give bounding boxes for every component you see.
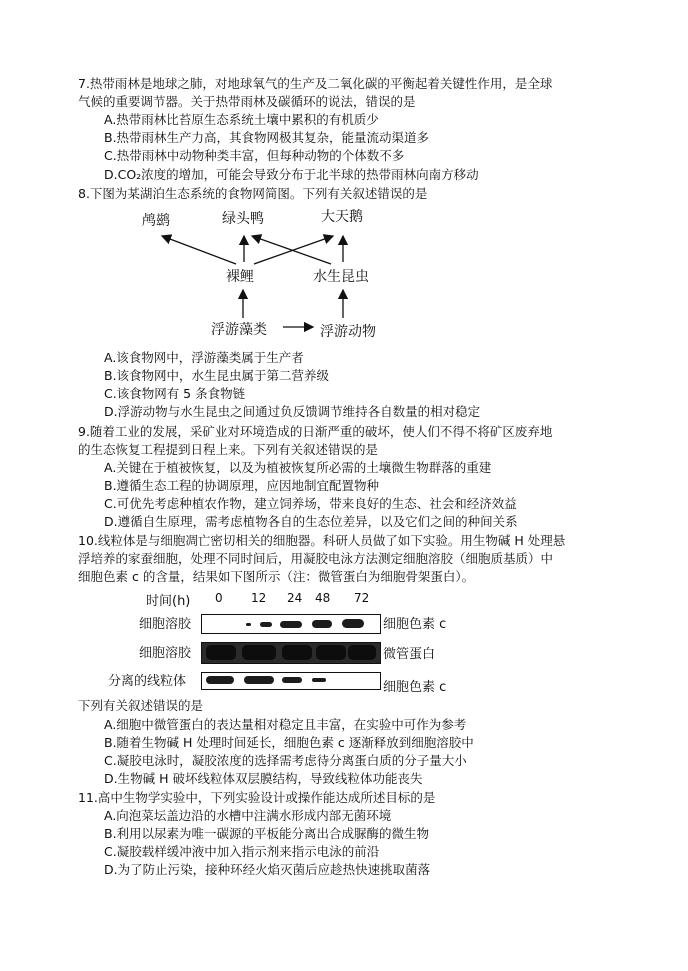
food-web-arrows [0, 0, 688, 360]
gel-time-24: 24 [287, 591, 303, 605]
node-aquatic-insect: 水生昆虫 [313, 269, 369, 285]
q9-option-d: D.遵循自生原理，需考虑植物各自的生态位差异，以及它们之间的种间关系 [104, 514, 518, 529]
q10-option-c: C.凝胶电泳时，凝胶浓度的选择需考虑待分离蛋白质的分子量大小 [104, 753, 467, 768]
q7-option-b: B.热带雨林生产力高，其食物网极其复杂，能量流动渠道多 [104, 130, 430, 145]
gel-row1-lane [201, 614, 381, 634]
q9-stem-line2: 的生态恢复工程提到日程上来。下列有关叙述错误的是 [78, 442, 379, 457]
gel-row2-right-label: 微管蛋白 [383, 647, 436, 662]
node-cormorant: 鸬鹚 [142, 213, 170, 229]
q10-stem-line1: 10.线粒体是与细胞凋亡密切相关的细胞器。科研人员做了如下实验。用生物碱 H 处理悬 [78, 533, 566, 548]
gel-row3-left-label: 分离的线粒体 [108, 674, 187, 689]
q9-option-a: A.关键在于植被恢复，以及为植被恢复所必需的土壤微生物群落的重建 [104, 460, 492, 475]
q9-option-c: C.可优先考虑种植农作物，建立饲养场，带来良好的生态、社会和经济效益 [104, 496, 517, 511]
gel-time-48: 48 [315, 591, 331, 605]
q11-option-b: B.利用以尿素为唯一碳源的平板能分离出合成脲酶的微生物 [104, 826, 430, 841]
q10-option-d: D.生物碱 H 破坏线粒体双层膜结构，导致线粒体功能丧失 [104, 771, 423, 786]
gel-row2-band-72h [348, 645, 376, 660]
gel-row1-band-72h-a [312, 620, 332, 628]
gel-time-12: 12 [251, 591, 267, 605]
node-mallard: 绿头鸭 [222, 211, 264, 227]
node-zooplankton: 浮游动物 [320, 324, 376, 340]
gel-row2-band-0h [206, 645, 236, 660]
gel-row1-left-label: 细胞溶胶 [139, 617, 192, 632]
q9-stem-line1: 9.随着工业的发展，采矿业对环境造成的日渐严重的破坏，使人们不得不将矿区废弃地 [78, 424, 553, 439]
gel-row2-lane [201, 642, 381, 664]
gel-row2-band-24h [282, 645, 312, 660]
gel-time-label: 时间(h) [146, 594, 191, 609]
gel-row3-band-0h [206, 676, 234, 684]
node-phytoplankton: 浮游藻类 [211, 322, 267, 338]
gel-row3-band-48h [312, 678, 326, 682]
gel-time-72: 72 [354, 591, 370, 605]
q10-option-b: B.随着生物碱 H 处理时间延长，细胞色素 c 逐渐释放到细胞溶胶中 [104, 735, 474, 750]
q7-option-a: A.热带雨林比苔原生态系统土壤中累积的有机质少 [104, 112, 379, 127]
gel-row3-band-24h [282, 677, 302, 683]
node-swan: 大天鹅 [321, 209, 363, 225]
q8-stem: 8.下图为某湖泊生态系统的食物网简图。下列有关叙述错误的是 [78, 186, 428, 201]
gel-row2-band-12h [242, 645, 276, 660]
gel-row1-band-24h [260, 622, 272, 627]
q8-option-a: A.该食物网中，浮游藻类属于生产者 [104, 350, 304, 365]
q10-stem-line2: 浮培养的家蚕细胞，处理不同时间后，用凝胶电泳方法测定细胞溶胶（细胞质基质）中 [78, 551, 554, 566]
gel-row1-right-label: 细胞色素 c [383, 617, 447, 632]
q8-option-d: D.浮游动物与水生昆虫之间通过负反馈调节维持各自数量的相对稳定 [104, 404, 481, 419]
q7-option-c: C.热带雨林中动物种类丰富，但每种动物的个体数不多 [104, 148, 405, 163]
q11-option-d: D.为了防止污染，接种环经火焰灭菌后应趁热快速挑取菌落 [104, 862, 431, 877]
q11-option-a: A.向泡菜坛盖边沿的水槽中注满水形成内部无菌环境 [104, 808, 392, 823]
gel-row3-lane [201, 672, 381, 690]
gel-row2-left-label: 细胞溶胶 [139, 646, 192, 661]
gel-time-0: 0 [215, 591, 223, 605]
q7-stem-line1: 7.热带雨林是地球之肺，对地球氧气的生产及二氧化碳的平衡起着关键性作用，是全球 [78, 76, 553, 91]
gel-row1-band-72h-b [342, 619, 364, 628]
gel-row1-band-48h [280, 621, 302, 628]
gel-row2-band-48h [316, 645, 346, 660]
q7-stem-line2: 气候的重要调节器。关于热带雨林及碳循环的说法，错误的是 [78, 94, 416, 109]
q10-lead: 下列有关叙述错误的是 [78, 698, 204, 713]
q9-option-b: B.遵循生态工程的协调原理，应因地制宜配置物种 [104, 478, 380, 493]
gel-row3-band-12h [244, 676, 274, 684]
q10-option-a: A.细胞中微管蛋白的表达量相对稳定且丰富，在实验中可作为参考 [104, 717, 467, 732]
q8-option-b: B.该食物网中，水生昆虫属于第二营养级 [104, 368, 330, 383]
q7-option-d: D.CO₂浓度的增加，可能会导致分布于北半球的热带雨林向南方移动 [104, 167, 479, 182]
q8-option-c: C.该食物网有 5 条食物链 [104, 386, 246, 401]
node-carp: 裸鲤 [226, 269, 254, 285]
q10-stem-line3: 细胞色素 c 的含量，结果如下图所示（注：微管蛋白为细胞骨架蛋白）。 [78, 569, 475, 584]
gel-row3-right-label: 细胞色素 c [383, 680, 447, 695]
gel-row1-band-12h [246, 623, 251, 626]
q11-stem: 11.高中生物学实验中，下列实验设计或操作能达成所述目标的是 [78, 790, 436, 805]
q11-option-c: C.凝胶载样缓冲液中加入指示剂来指示电泳的前沿 [104, 844, 380, 859]
